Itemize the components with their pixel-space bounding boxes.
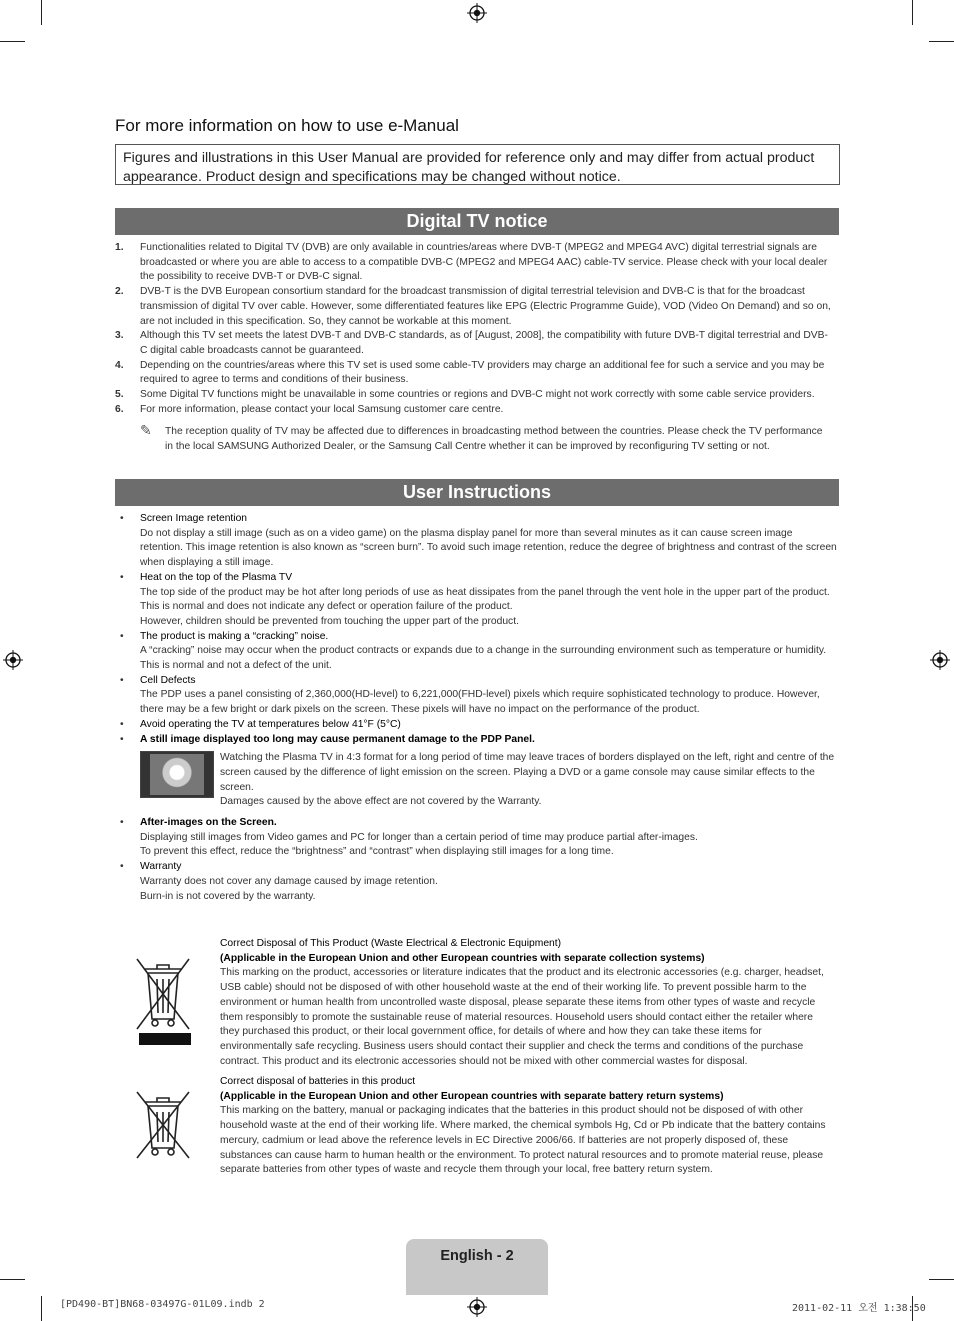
page-title: For more information on how to use e-Manual xyxy=(115,116,459,135)
list-item: 4. Depending on the countries/areas where this TV set is used some cable-TV providers may charge an additional fee for such a service and you may be required to agree to terms and conditions of their business. xyxy=(115,359,825,386)
page-number: English - 2 xyxy=(440,1248,514,1264)
crop-mark xyxy=(0,1279,25,1280)
list-item: • A still image displayed too long may cause permanent damage to the PDP Panel. Watching the Plasma TV in 4:3 format for a long period of time may leave traces of borders displayed on the left, right and centre of the screen caused by the difference of light emission on the screen. Playing a DVD or a game console may cause similar effects to the screen. Damages caused by the above effect are not covered by the Warranty. xyxy=(115,733,837,811)
list-item: • After-images on the Screen. Displaying still images from Video games and PC for longer than a certain period of time may produce partial after-images. To prevent this effect, reduce the “brightness” and “contrast” when displaying still images for a long time. xyxy=(120,817,698,858)
list-item: • Screen Image retention Do not display a still image (such as on a video game) on the plasma display panel for more than several minutes as it can cause screen image retention. This image retention is also known as “screen burn”. To avoid such image retention, reduce the degree of brightness and contrast of the screen when displaying a still image. xyxy=(120,513,837,569)
list-item: • Cell Defects The PDP uses a panel consisting of 2,360,000(HD-level) to 6,221,000(FHD-level) pixels which require sophisticated technology to produce. However, there may be a few bright or dark pixels on the screen. These pixels will have no impact on the performance of the product. xyxy=(120,674,820,716)
section-header-digital-tv: Digital TV notice xyxy=(115,208,839,235)
registration-mark-icon xyxy=(467,1297,487,1317)
list-item: 2. DVB-T is the DVB European consortium standard for the broadcast transmission of digital terrestrial television and DVB-C is that for the broadcast transmission of digital TV over cable. However, some differentiated features like EPG (Electric Programme Guide), VOD (Video On Demand) and so on, are not included in this specification. So, they cannot be workable at this moment. xyxy=(115,286,831,327)
crop-mark xyxy=(41,0,42,25)
list-item: • Avoid operating the TV at temperatures below 41°F (5°C) xyxy=(120,718,401,730)
list-item: 1. Functionalities related to Digital TV (DVB) are only available in countries/areas where DVB-T (MPEG2 and MPEG4 AVC) digital terrestrial signals are broadcasted or where you are able to access to a compatible DVB-C (MPEG2 and MPEG4 AAC) cable-TV service. Please check with your local dealer the possibility to receive DVB-T or DVB-C signal. xyxy=(115,242,828,283)
disclaimer-box: Figures and illustrations in this User Manual are provided for reference only and may differ from actual product appearance. Product design and specifications may be changed without notice. xyxy=(115,144,840,185)
print-slug-left: [PD490-BT]BN68-03497G-01L09.indb 2 xyxy=(60,1299,265,1310)
list-item: 3. Although this TV set meets the latest DVB-T and DVB-C standards, as of [August, 2008], the compatibility with future DVB-T digital terrestrial and DVB-C digital cable broadcasts cannot be guaranteed. xyxy=(115,330,828,356)
list-item: • Warranty Warranty does not cover any damage caused by image retention. Burn-in is not covered by the warranty. xyxy=(120,861,438,902)
list-item: 5. Some Digital TV functions might be unavailable in some countries or regions and DVB-C might not work correctly with some cable service providers. xyxy=(115,389,815,401)
screen-burn-thumbnail xyxy=(140,751,214,798)
crossed-bin-icon xyxy=(133,1090,193,1160)
page-number-tab xyxy=(406,1239,548,1295)
crop-mark xyxy=(0,41,25,42)
user-instructions-list xyxy=(115,512,837,904)
crossed-bin-icon xyxy=(133,955,193,1047)
print-slug-right: 2011-02-11 오전 1:38:50 xyxy=(792,1303,926,1314)
crop-mark xyxy=(912,0,913,25)
battery-disposal-block: Correct disposal of batteries in this product (Applicable in the European Union and other European countries with separate battery return systems) This marking on the battery, manual or packaging indicates that the batteries in this product should not be disposed of with other household waste at the end of their working life. Where marked, the chemical symbols Hg, Cd or Pb indicate that the battery contains mercury, cadmium or lead above the reference levels in EC Directive 2006/66. If batteries are not properly disposed of, these substances can cause harm to human health or the environment. To protect natural resources and to promote material reuse, please separate batteries from other types of waste and recycle them through your local, free battery return system. xyxy=(220,1076,826,1176)
crop-mark xyxy=(929,1279,954,1280)
registration-mark-icon xyxy=(467,3,487,23)
crop-mark xyxy=(929,41,954,42)
list-item: 6. For more information, please contact your local Samsung customer care centre. xyxy=(115,403,504,415)
pencil-note-icon: ✎ xyxy=(140,422,152,438)
registration-mark-icon xyxy=(930,650,950,670)
pdp-warning: Watching the Plasma TV in 4:3 format for a long period of time may leave traces of borders displayed on the left, right and centre of the screen caused by the difference of light emission on the screen. Playing a DVD or a game console may cause similar effects to the screen. Damages caused by the above effect are not covered by the Warranty. xyxy=(140,751,837,810)
crop-mark xyxy=(41,1296,42,1321)
list-item: • Heat on the top of the Plasma TV The top side of the product may be hot after long periods of use as heat dissipates from the panel through the vent hole in the upper part of the product. This is normal and does not indicate any defect or operation failure of the product. However, children should be prevented from touching the upper part of the product. xyxy=(120,571,830,627)
section-header-user-instructions: User Instructions xyxy=(115,479,839,506)
digital-tv-list xyxy=(115,241,835,417)
weee-disposal-block: Correct Disposal of This Product (Waste Electrical & Electronic Equipment) (Applicable in the European Union and other European countries with separate collection systems) This marking on the product, accessories or literature indicates that the product and its electronic accessories (e.g. charger, headset, USB cable) should not be disposed of with other household waste at the end of their working life. To prevent possible harm to the environment or human health from uncontrolled waste disposal, please separate these items from other types of waste and recycle them responsibly to promote the sustainable reuse of material resources. Household users should contact either the retailer where they purchased this product, or their local government office, for details of where and how they can take these items for environmentally safe recycling. Business users should contact their supplier and check the terms and conditions of the purchase contract. This product and its electronic accessories should not be mixed with other commercial wastes for disposal. xyxy=(220,938,824,1067)
registration-mark-icon xyxy=(3,650,23,670)
list-item: • The product is making a “cracking” noise. A “cracking” noise may occur when the product contracts or expands due to a change in the surrounding environment such as temperature or humidity. This is normal and not a defect of the unit. xyxy=(120,630,827,672)
reception-note: ✎ The reception quality of TV may be affected due to differences in broadcasting method between the countries. Please check the TV performance in the local SAMSUNG Authorized Dealer, or the Samsung Call Centre whether it can be improved by reconfiguring TV setting or not. xyxy=(140,422,823,452)
